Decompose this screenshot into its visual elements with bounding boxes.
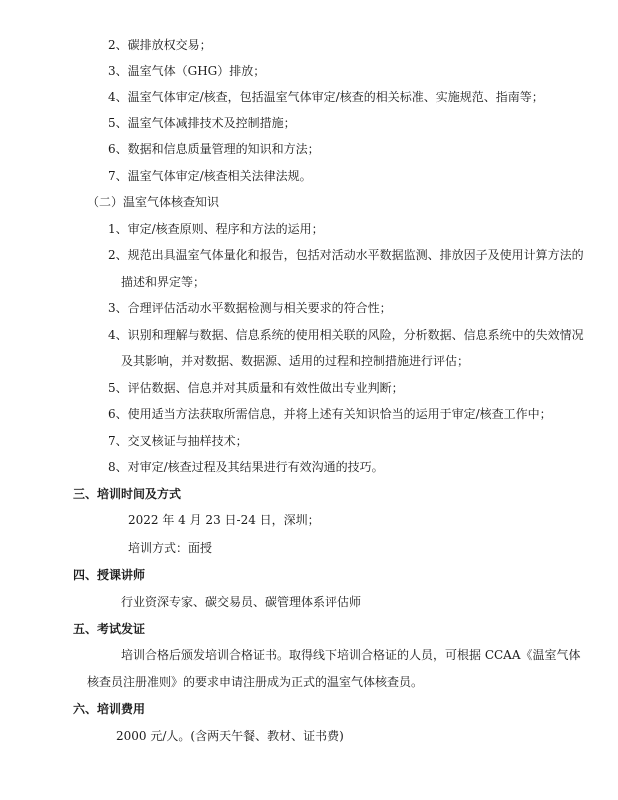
list-item-6: 6、使用适当方法获取所需信息，并将上述有关知识恰当的运用于审定/核查工作中；: [108, 407, 552, 421]
section-heading-lecturers: 四、授课讲师: [73, 568, 146, 582]
list-item-4: 4、温室气体审定/核查，包括温室气体审定/核查的相关标准、实施规范、指南等；: [108, 90, 544, 104]
list-item-7: 7、交叉核证与抽样技术；: [108, 434, 248, 448]
list-item-8: 8、对审定/核查过程及其结果进行有效沟通的技巧。: [108, 460, 384, 474]
list-item-3: 3、合理评估活动水平数据检测与相关要求的符合性；: [108, 301, 392, 315]
list-item-7: 7、温室气体审定/核查相关法律法规。: [108, 169, 312, 183]
list-item-5: 5、评估数据、信息并对其质量和有效性做出专业判断；: [108, 381, 404, 395]
exam-text-continuation: 核查员注册准则》的要求申请注册成为正式的温室气体核查员。: [87, 675, 424, 689]
section-heading-fee: 六、培训费用: [73, 702, 146, 716]
exam-text: 培训合格后颁发培训合格证书。取得线下培训合格证的人员，可根据 CCAA《温室气体: [121, 648, 581, 662]
list-item-5: 5、温室气体减排技术及控制措施；: [108, 116, 296, 130]
training-method: 培训方式：面授: [128, 541, 213, 555]
list-item-4: 4、识别和理解与数据、信息系统的使用相关联的风险，分析数据、信息系统中的失效情况: [108, 328, 584, 342]
list-item-4-continuation: 及其影响，并对数据、数据源、适用的过程和控制措施进行评估；: [121, 354, 470, 368]
list-item-6: 6、数据和信息质量管理的知识和方法；: [108, 142, 320, 156]
section-heading-exam: 五、考试发证: [73, 622, 146, 636]
list-item-2: 2、规范出具温室气体量化和报告，包括对活动水平数据监测、排放因子及使用计算方法的: [108, 248, 584, 262]
section-heading-training-time: 三、培训时间及方式: [73, 487, 182, 501]
training-date: 2022 年 4 月 23 日-24 日，深圳；: [128, 513, 320, 527]
fee-text: 2000 元/人。(含两天午餐、教材、证书费): [116, 729, 344, 743]
list-item-1: 1、审定/核查原则、程序和方法的运用；: [108, 222, 324, 236]
subsection-heading: （二）温室气体核查知识: [87, 195, 220, 209]
list-item-2-continuation: 描述和界定等；: [121, 275, 206, 289]
list-item-2: 2、碳排放权交易；: [108, 38, 212, 52]
lecturers-text: 行业资深专家、碳交易员、碳管理体系评估师: [121, 595, 362, 609]
list-item-3: 3、温室气体（GHG）排放；: [108, 64, 266, 78]
